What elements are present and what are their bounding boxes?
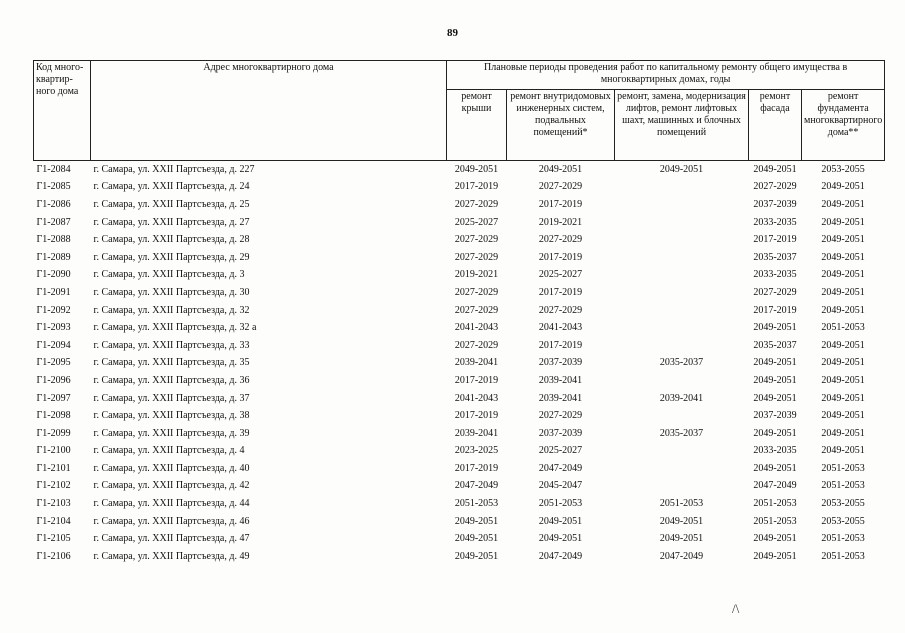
header-address: Адрес многоквартирного дома xyxy=(91,61,447,161)
table-row xyxy=(34,249,885,267)
house-code-cell: Г1-2096 xyxy=(36,374,71,386)
systems-period-cell: 2037-2039 xyxy=(538,357,583,369)
elevators-period-cell xyxy=(615,249,749,267)
elevators-period-cell xyxy=(615,443,749,461)
elevators-period-cell xyxy=(615,460,749,478)
address-cell: г. Самара, ул. XXII Партсъезда, д. 47 xyxy=(93,533,250,545)
facade-period-cell: 2027-2029 xyxy=(753,286,797,298)
elevators-period-cell xyxy=(615,196,749,214)
house-code-cell: Г1-2091 xyxy=(36,286,71,298)
table-row xyxy=(34,372,885,390)
elevators-period-cell: 2035-2037 xyxy=(659,427,704,439)
foundation-period-cell: 2049-2051 xyxy=(821,445,865,457)
foundation-period-cell: 2053-2055 xyxy=(821,498,865,510)
roof-period-cell: 2017-2019 xyxy=(454,410,499,422)
table-row xyxy=(34,513,885,531)
foundation-period-cell: 2049-2051 xyxy=(821,374,865,386)
scan-mark: /\ xyxy=(732,601,740,616)
facade-period-cell: 2051-2053 xyxy=(753,498,797,510)
table-row xyxy=(34,390,885,408)
elevators-period-cell xyxy=(615,231,749,249)
systems-period-cell: 2051-2053 xyxy=(538,498,583,510)
facade-period-cell: 2049-2051 xyxy=(753,163,797,175)
systems-period-cell: 2045-2047 xyxy=(538,480,583,492)
roof-period-cell: 2049-2051 xyxy=(454,515,499,527)
header-elevators: ремонт, замена, модернизация лифтов, ремонт лифтовых шахт, машинных и блочных помещений xyxy=(615,90,749,161)
roof-period-cell: 2027-2029 xyxy=(454,304,499,316)
systems-period-cell: 2025-2027 xyxy=(538,445,583,457)
table-row xyxy=(34,302,885,320)
table-row xyxy=(34,337,885,355)
address-cell: г. Самара, ул. XXII Партсъезда, д. 28 xyxy=(93,234,250,246)
roof-period-cell: 2027-2029 xyxy=(454,286,499,298)
systems-period-cell: 2027-2029 xyxy=(538,410,583,422)
foundation-period-cell: 2049-2051 xyxy=(821,181,865,193)
roof-period-cell: 2049-2051 xyxy=(454,550,499,562)
systems-period-cell: 2039-2041 xyxy=(538,392,583,404)
table-row xyxy=(34,355,885,373)
elevators-period-cell xyxy=(615,267,749,285)
facade-period-cell: 2037-2039 xyxy=(753,410,797,422)
foundation-period-cell: 2049-2051 xyxy=(821,410,865,422)
foundation-period-cell: 2051-2053 xyxy=(821,550,865,562)
roof-period-cell: 2017-2019 xyxy=(454,374,499,386)
facade-period-cell: 2037-2039 xyxy=(753,198,797,210)
systems-period-cell: 2017-2019 xyxy=(538,339,583,351)
house-code-cell: Г1-2090 xyxy=(36,269,71,281)
address-cell: г. Самара, ул. XXII Партсъезда, д. 49 xyxy=(93,550,250,562)
foundation-period-cell: 2049-2051 xyxy=(821,234,865,246)
page-number: 89 xyxy=(447,27,458,39)
header-roof: ремонт крыши xyxy=(447,90,507,161)
elevators-period-cell: 2051-2053 xyxy=(659,498,704,510)
foundation-period-cell: 2051-2053 xyxy=(821,533,865,545)
roof-period-cell: 2027-2029 xyxy=(454,234,499,246)
house-code-cell: Г1-2100 xyxy=(36,445,71,457)
foundation-period-cell: 2051-2053 xyxy=(821,322,865,334)
house-code-cell: Г1-2088 xyxy=(36,234,71,246)
systems-period-cell: 2027-2029 xyxy=(538,304,583,316)
house-code-cell: Г1-2104 xyxy=(36,515,71,527)
table-row xyxy=(34,460,885,478)
roof-period-cell: 2017-2019 xyxy=(454,462,499,474)
foundation-period-cell: 2049-2051 xyxy=(821,339,865,351)
elevators-period-cell: 2049-2051 xyxy=(659,533,704,545)
foundation-period-cell: 2053-2055 xyxy=(821,163,865,175)
header-foundation: ремонт фундамента многоквартирного дома** xyxy=(802,90,885,161)
house-code-cell: Г1-2087 xyxy=(36,216,71,228)
house-code-cell: Г1-2103 xyxy=(36,498,71,510)
foundation-period-cell: 2049-2051 xyxy=(821,427,865,439)
elevators-period-cell xyxy=(615,302,749,320)
roof-period-cell: 2017-2019 xyxy=(454,181,499,193)
systems-period-cell: 2047-2049 xyxy=(538,550,583,562)
foundation-period-cell: 2053-2055 xyxy=(821,515,865,527)
roof-period-cell: 2023-2025 xyxy=(454,445,499,457)
address-cell: г. Самара, ул. XXII Партсъезда, д. 37 xyxy=(93,392,250,404)
house-code-cell: Г1-2097 xyxy=(36,392,71,404)
house-code-cell: Г1-2092 xyxy=(36,304,71,316)
roof-period-cell: 2051-2053 xyxy=(454,498,499,510)
systems-period-cell: 2049-2051 xyxy=(538,515,583,527)
elevators-period-cell: 2047-2049 xyxy=(659,550,704,562)
table-row xyxy=(34,548,885,566)
house-code-cell: Г1-2101 xyxy=(36,462,71,474)
facade-period-cell: 2049-2051 xyxy=(753,462,797,474)
foundation-period-cell: 2051-2053 xyxy=(821,480,865,492)
house-code-cell: Г1-2095 xyxy=(36,357,71,369)
address-cell: г. Самара, ул. XXII Партсъезда, д. 29 xyxy=(93,251,250,263)
house-code-cell: Г1-2106 xyxy=(36,550,71,562)
header-periods: Плановые периоды проведения работ по капитальному ремонту общего имущества в многоквартирных домах, годы xyxy=(447,61,885,90)
house-code-cell: Г1-2093 xyxy=(36,322,71,334)
elevators-period-cell xyxy=(615,337,749,355)
address-cell: г. Самара, ул. XXII Партсъезда, д. 227 xyxy=(93,163,255,175)
elevators-period-cell xyxy=(615,214,749,232)
foundation-period-cell: 2049-2051 xyxy=(821,198,865,210)
facade-period-cell: 2017-2019 xyxy=(753,234,797,246)
systems-period-cell: 2047-2049 xyxy=(538,462,583,474)
roof-period-cell: 2027-2029 xyxy=(454,251,499,263)
roof-period-cell: 2019-2021 xyxy=(454,269,499,281)
systems-period-cell: 2037-2039 xyxy=(538,427,583,439)
house-code-cell: Г1-2086 xyxy=(36,198,71,210)
facade-period-cell: 2033-2035 xyxy=(753,445,797,457)
facade-period-cell: 2049-2051 xyxy=(753,392,797,404)
foundation-period-cell: 2049-2051 xyxy=(821,357,865,369)
table-row xyxy=(34,425,885,443)
elevators-period-cell: 2039-2041 xyxy=(659,392,704,404)
roof-period-cell: 2049-2051 xyxy=(454,533,499,545)
table-row xyxy=(34,478,885,496)
table-row xyxy=(34,161,885,179)
facade-period-cell: 2049-2051 xyxy=(753,427,797,439)
address-cell: г. Самара, ул. XXII Партсъезда, д. 36 xyxy=(93,374,250,386)
systems-period-cell: 2017-2019 xyxy=(538,251,583,263)
address-cell: г. Самара, ул. XXII Партсъезда, д. 35 xyxy=(93,357,250,369)
roof-period-cell: 2039-2041 xyxy=(454,357,499,369)
elevators-period-cell xyxy=(615,319,749,337)
systems-period-cell: 2049-2051 xyxy=(538,163,583,175)
facade-period-cell: 2017-2019 xyxy=(753,304,797,316)
house-code-cell: Г1-2084 xyxy=(36,163,71,175)
systems-period-cell: 2027-2029 xyxy=(538,234,583,246)
roof-period-cell: 2027-2029 xyxy=(454,198,499,210)
table-row xyxy=(34,231,885,249)
systems-period-cell: 2041-2043 xyxy=(538,322,583,334)
systems-period-cell: 2019-2021 xyxy=(538,216,583,228)
address-cell: г. Самара, ул. XXII Партсъезда, д. 30 xyxy=(93,286,250,298)
table-row xyxy=(34,495,885,513)
table-row xyxy=(34,214,885,232)
table-row xyxy=(34,319,885,337)
header-facade: ремонт фасада xyxy=(749,90,802,161)
elevators-period-cell: 2035-2037 xyxy=(659,357,704,369)
facade-period-cell: 2047-2049 xyxy=(753,480,797,492)
facade-period-cell: 2033-2035 xyxy=(753,216,797,228)
roof-period-cell: 2041-2043 xyxy=(454,392,499,404)
address-cell: г. Самара, ул. XXII Партсъезда, д. 40 xyxy=(93,462,250,474)
facade-period-cell: 2049-2051 xyxy=(753,357,797,369)
table-row xyxy=(34,179,885,197)
table-body xyxy=(34,161,885,566)
roof-period-cell: 2049-2051 xyxy=(454,163,499,175)
address-cell: г. Самара, ул. XXII Партсъезда, д. 42 xyxy=(93,480,250,492)
facade-period-cell: 2049-2051 xyxy=(753,322,797,334)
address-cell: г. Самара, ул. XXII Партсъезда, д. 4 xyxy=(93,445,245,457)
house-code-cell: Г1-2105 xyxy=(36,533,71,545)
address-cell: г. Самара, ул. XXII Партсъезда, д. 46 xyxy=(93,515,250,527)
foundation-period-cell: 2049-2051 xyxy=(821,304,865,316)
header-systems: ремонт внутридомовых инженерных систем, подвальных помещений* xyxy=(507,90,615,161)
roof-period-cell: 2039-2041 xyxy=(454,427,499,439)
roof-period-cell: 2041-2043 xyxy=(454,322,499,334)
address-cell: г. Самара, ул. XXII Партсъезда, д. 25 xyxy=(93,198,250,210)
house-code-cell: Г1-2102 xyxy=(36,480,71,492)
address-cell: г. Самара, ул. XXII Партсъезда, д. 32 xyxy=(93,304,250,316)
elevators-period-cell xyxy=(615,372,749,390)
systems-period-cell: 2025-2027 xyxy=(538,269,583,281)
roof-period-cell: 2047-2049 xyxy=(454,480,499,492)
elevators-period-cell xyxy=(615,407,749,425)
house-code-cell: Г1-2099 xyxy=(36,427,71,439)
table-header xyxy=(34,61,885,161)
capital-repair-table xyxy=(33,60,885,566)
house-code-cell: Г1-2089 xyxy=(36,251,71,263)
table-row xyxy=(34,530,885,548)
facade-period-cell: 2035-2037 xyxy=(753,251,797,263)
foundation-period-cell: 2049-2051 xyxy=(821,286,865,298)
elevators-period-cell xyxy=(615,284,749,302)
facade-period-cell: 2051-2053 xyxy=(753,515,797,527)
facade-period-cell: 2027-2029 xyxy=(753,181,797,193)
facade-period-cell: 2033-2035 xyxy=(753,269,797,281)
address-cell: г. Самара, ул. XXII Партсъезда, д. 39 xyxy=(93,427,250,439)
systems-period-cell: 2027-2029 xyxy=(538,181,583,193)
table-row xyxy=(34,196,885,214)
foundation-period-cell: 2049-2051 xyxy=(821,392,865,404)
house-code-cell: Г1-2085 xyxy=(36,181,71,193)
table-row xyxy=(34,267,885,285)
table-row xyxy=(34,407,885,425)
address-cell: г. Самара, ул. XXII Партсъезда, д. 33 xyxy=(93,339,250,351)
address-cell: г. Самара, ул. XXII Партсъезда, д. 24 xyxy=(93,181,250,193)
house-code-cell: Г1-2094 xyxy=(36,339,71,351)
address-cell: г. Самара, ул. XXII Партсъезда, д. 38 xyxy=(93,410,250,422)
address-cell: г. Самара, ул. XXII Партсъезда, д. 3 xyxy=(93,269,245,281)
header-code: Код много-квартир-ного дома xyxy=(34,61,91,161)
elevators-period-cell xyxy=(615,478,749,496)
facade-period-cell: 2035-2037 xyxy=(753,339,797,351)
foundation-period-cell: 2051-2053 xyxy=(821,462,865,474)
facade-period-cell: 2049-2051 xyxy=(753,550,797,562)
elevators-period-cell xyxy=(615,179,749,197)
address-cell: г. Самара, ул. XXII Партсъезда, д. 27 xyxy=(93,216,250,228)
roof-period-cell: 2025-2027 xyxy=(454,216,499,228)
elevators-period-cell: 2049-2051 xyxy=(659,515,704,527)
foundation-period-cell: 2049-2051 xyxy=(821,216,865,228)
systems-period-cell: 2017-2019 xyxy=(538,198,583,210)
systems-period-cell: 2039-2041 xyxy=(538,374,583,386)
house-code-cell: Г1-2098 xyxy=(36,410,71,422)
facade-period-cell: 2049-2051 xyxy=(753,533,797,545)
foundation-period-cell: 2049-2051 xyxy=(821,269,865,281)
address-cell: г. Самара, ул. XXII Партсъезда, д. 32 а xyxy=(93,322,257,334)
elevators-period-cell: 2049-2051 xyxy=(659,163,704,175)
systems-period-cell: 2049-2051 xyxy=(538,533,583,545)
foundation-period-cell: 2049-2051 xyxy=(821,251,865,263)
table-row xyxy=(34,284,885,302)
systems-period-cell: 2017-2019 xyxy=(538,286,583,298)
facade-period-cell: 2049-2051 xyxy=(753,374,797,386)
address-cell: г. Самара, ул. XXII Партсъезда, д. 44 xyxy=(93,498,250,510)
table-row xyxy=(34,443,885,461)
roof-period-cell: 2027-2029 xyxy=(454,339,499,351)
